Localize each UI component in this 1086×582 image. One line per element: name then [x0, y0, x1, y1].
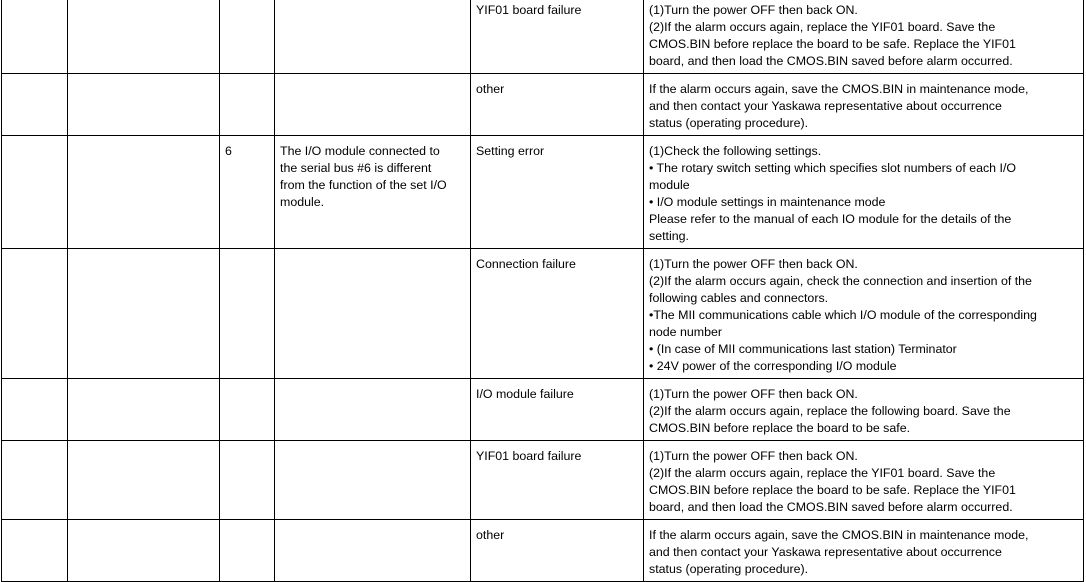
alarm-number: [220, 74, 274, 84]
blank-cell: [68, 249, 220, 379]
alarm-number-cell: [220, 249, 275, 379]
remedy-line: If the alarm occurs again, save the CMOS.BIN in maintenance mode,: [649, 82, 1029, 96]
cause-text: other: [476, 82, 505, 96]
remedy-cell: [644, 136, 1084, 249]
remedy-line: following cables and connectors.: [649, 291, 829, 305]
cause-text: Connection failure: [476, 257, 576, 271]
remedy-line: (1)Turn the power OFF then back ON.: [649, 449, 858, 463]
alarm-number: 6: [225, 144, 232, 158]
cause-cell: [471, 249, 644, 379]
cause-text: Setting error: [476, 144, 545, 158]
remedy-line: module: [649, 178, 690, 192]
remedy-line: (2)If the alarm occurs again, replace the YIF01 board. Save the: [649, 466, 996, 480]
blank-cell: [68, 379, 220, 441]
description-cell: [275, 0, 471, 74]
cause-cell: [471, 441, 644, 520]
description-cell: [275, 441, 471, 520]
remedy-line: node number: [649, 325, 723, 339]
blank-cell: [2, 520, 68, 582]
description-line: from the function of the set I/O: [280, 178, 447, 192]
alarm-number-cell: [220, 379, 275, 441]
description-cell: [275, 520, 471, 582]
alarm-table-body: [2, 0, 1084, 582]
table-row: [2, 379, 1084, 441]
alarm-number-cell: [220, 441, 275, 520]
cause-text: other: [476, 528, 505, 542]
cause-cell: [471, 379, 644, 441]
alarm-number: [220, 379, 274, 389]
remedy-cell: [644, 379, 1084, 441]
table-row: [2, 441, 1084, 520]
table-row: [2, 136, 1084, 249]
remedy-line: Please refer to the manual of each IO module for the details of the: [649, 212, 1012, 226]
blank-cell: [2, 0, 68, 74]
blank-cell: [68, 520, 220, 582]
table-row: [2, 74, 1084, 136]
blank-cell: [68, 0, 220, 74]
table-row: [2, 520, 1084, 582]
remedy-line: • (In case of MII communications last station) Terminator: [649, 342, 957, 356]
alarm-number-cell: [220, 520, 275, 582]
remedy-cell: [644, 249, 1084, 379]
description-line: The I/O module connected to: [280, 144, 440, 158]
remedy-line: and then contact your Yaskawa representative about occurrence: [649, 545, 1002, 559]
remedy-line: •The MII communications cable which I/O module of the corresponding: [649, 308, 1037, 322]
cause-cell: [471, 136, 644, 249]
remedy-line: (1)Turn the power OFF then back ON.: [649, 387, 858, 401]
remedy-line: board, and then load the CMOS.BIN saved before alarm occurred.: [649, 54, 1013, 68]
remedy-line: (2)If the alarm occurs again, check the connection and insertion of the: [649, 274, 1032, 288]
remedy-line: (1)Turn the power OFF then back ON.: [649, 257, 858, 271]
cause-cell: [471, 0, 644, 74]
description-line: the serial bus #6 is different: [280, 161, 432, 175]
remedy-line: CMOS.BIN before replace the board to be safe. Replace the YIF01: [649, 483, 1016, 497]
blank-cell: [2, 136, 68, 249]
description-cell: [275, 379, 471, 441]
remedy-line: (2)If the alarm occurs again, replace the following board. Save the: [649, 404, 1011, 418]
description-cell: [275, 74, 471, 136]
remedy-cell: [644, 0, 1084, 74]
blank-cell: [68, 441, 220, 520]
description-cell: [275, 249, 471, 379]
remedy-line: status (operating procedure).: [649, 562, 809, 576]
table-row: [2, 0, 1084, 74]
remedy-line: and then contact your Yaskawa representative about occurrence: [649, 99, 1002, 113]
blank-cell: [2, 379, 68, 441]
alarm-number: [220, 0, 274, 5]
remedy-cell: [644, 441, 1084, 520]
remedy-line: • 24V power of the corresponding I/O module: [649, 359, 897, 373]
remedy-line: (2)If the alarm occurs again, replace the YIF01 board. Save the: [649, 20, 996, 34]
remedy-line: • I/O module settings in maintenance mode: [649, 195, 886, 209]
remedy-cell: [644, 520, 1084, 582]
alarm-number-cell: [220, 0, 275, 74]
blank-cell: [68, 74, 220, 136]
remedy-line: board, and then load the CMOS.BIN saved before alarm occurred.: [649, 500, 1013, 514]
alarm-table: [1, 0, 1084, 582]
cause-cell: [471, 74, 644, 136]
alarm-number-cell: [220, 74, 275, 136]
cause-text: YIF01 board failure: [476, 449, 582, 463]
remedy-line: If the alarm occurs again, save the CMOS.BIN in maintenance mode,: [649, 528, 1029, 542]
description-cell: [275, 136, 471, 249]
table-row: [2, 249, 1084, 379]
blank-cell: [68, 136, 220, 249]
blank-cell: [2, 249, 68, 379]
remedy-line: status (operating procedure).: [649, 116, 809, 130]
blank-cell: [2, 441, 68, 520]
remedy-line: • The rotary switch setting which specifies slot numbers of each I/O: [649, 161, 1017, 175]
alarm-number: [220, 441, 274, 451]
remedy-line: (1)Turn the power OFF then back ON.: [649, 3, 858, 17]
alarm-number: [220, 249, 274, 259]
cause-text: I/O module failure: [476, 387, 574, 401]
remedy-cell: [644, 74, 1084, 136]
blank-cell: [2, 74, 68, 136]
alarm-number-cell: [220, 136, 275, 249]
remedy-line: (1)Check the following settings.: [649, 144, 822, 158]
cause-cell: [471, 520, 644, 582]
alarm-number: [220, 520, 274, 530]
cause-text: YIF01 board failure: [476, 3, 582, 17]
remedy-line: CMOS.BIN before replace the board to be safe.: [649, 421, 911, 435]
remedy-line: setting.: [649, 229, 689, 243]
remedy-line: CMOS.BIN before replace the board to be safe. Replace the YIF01: [649, 37, 1016, 51]
description-line: module.: [280, 195, 325, 209]
